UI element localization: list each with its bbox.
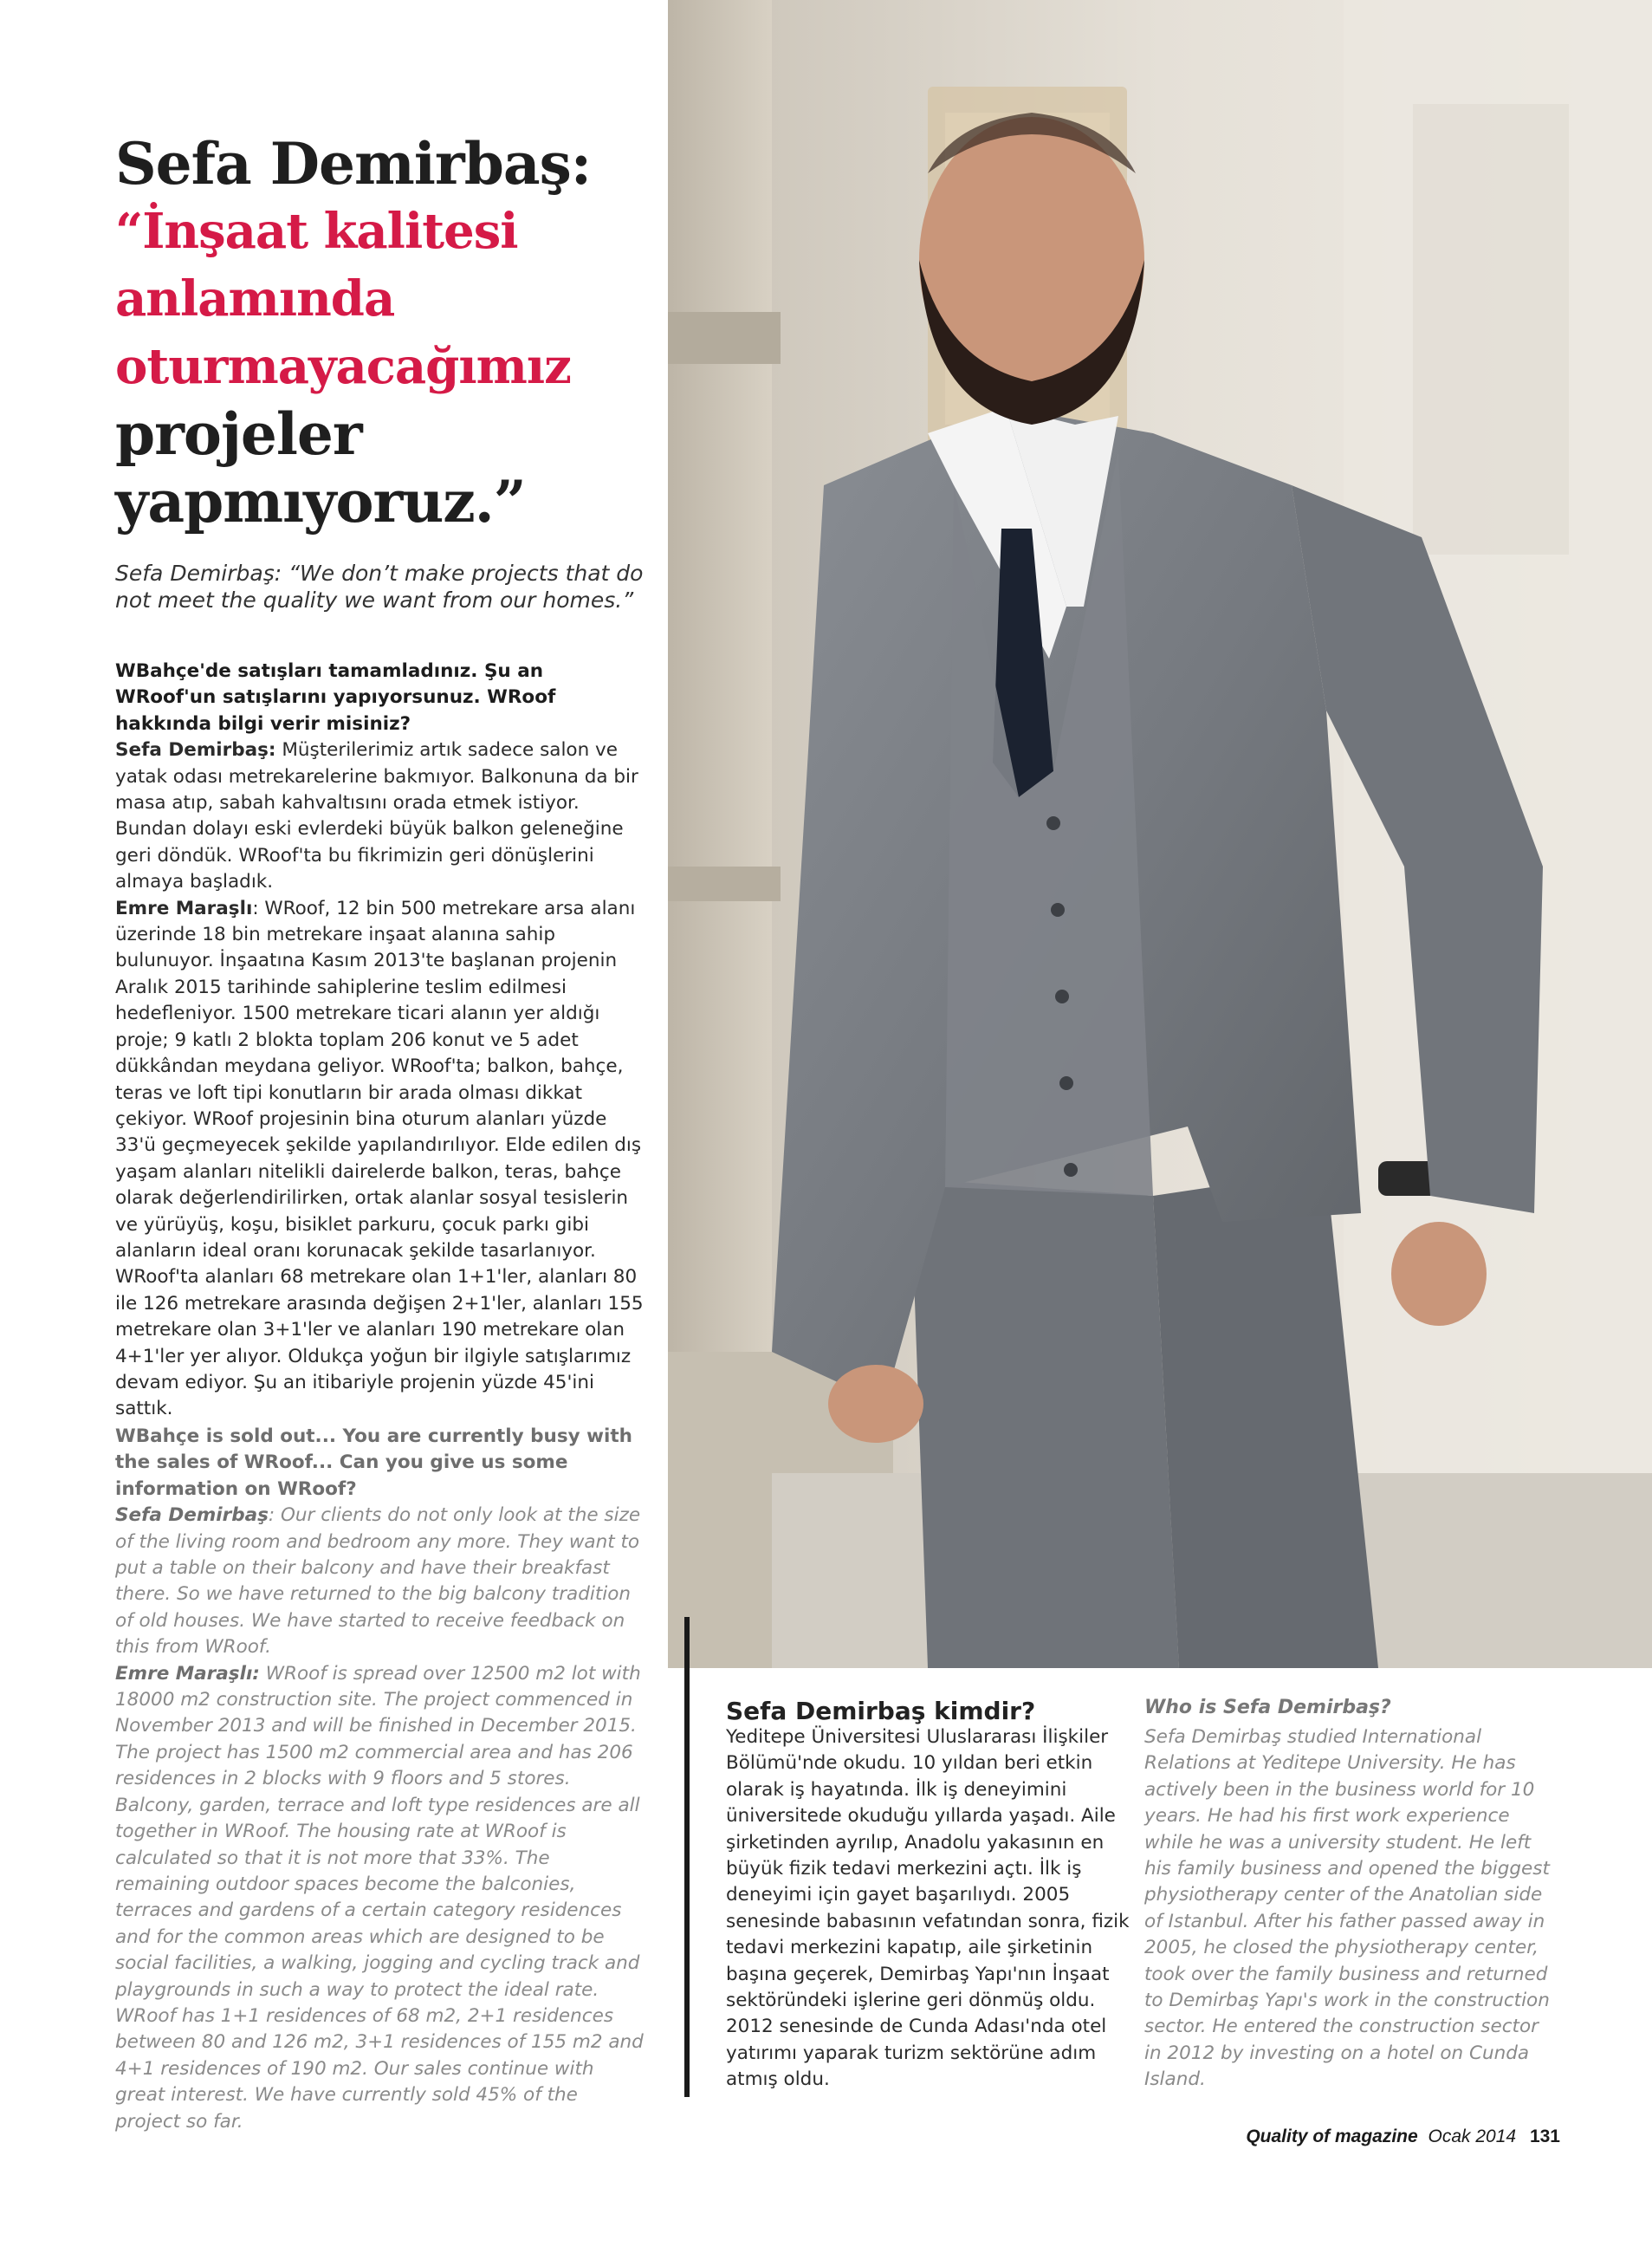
- speaker-label: Emre Maraşlı:: [115, 1662, 260, 1685]
- headline-name: Sefa Demirbaş:: [115, 130, 592, 198]
- answer-emre-english: [115, 1661, 648, 2135]
- headline-quote-line-4: projeler: [115, 400, 362, 468]
- answer-text: Müşterilerimiz artık sadece salon ve yatak odası metrekarelerine bakmıyor. Balkonuna da bir masa atıp, sabah kahvaltısını orada etmek istiyor. Bundan dolayı eski evlerdeki büyük balkon geleneğine geri döndük. WRoof'ta bu fikrimizin geri dönüşlerini almaya başladık.: [115, 739, 638, 893]
- headline-quote-line-2: anlamında: [115, 270, 395, 328]
- question-turkish: WBahçe'de satışları tamamladınız. Şu an WRoof'un satışlarını yapıyorsunuz. WRoof hakkında bilgi verir misiniz?: [115, 660, 556, 735]
- portrait-photo: [668, 0, 1652, 1668]
- question-english: WBahçe is sold out... You are currently busy with the sales of WRoof... Can you give us some information on WRoof?: [115, 1425, 632, 1500]
- speaker-label: Emre Maraşlı: [115, 897, 253, 919]
- answer-sefa-turkish: [115, 737, 648, 895]
- answer-text: : WRoof, 12 bin 500 metrekare arsa alanı üzerinde 18 bin metrekare inşaat alanına sahip bulunuyor. İnşaatına Kasım 2013'te başlanan projenin Aralık 2015 tarihinde sahiplerine teslim edilmesi hedefleniyor. 1500 metrekare ticari alanın yer aldığı proje; 9 katlı 2 blokta toplam 206 konut ve 5 adet dükkândan meydana geliyor. WRoof'ta; balkon, bahçe, teras ve loft tipi konutların bir arada olması dikkat çekiyor. WRoof projesinin bina oturum alanları yüzde 33'ü geçmeyecek şekilde yapılandırılıyor. Elde edilen dış yaşam alanları nitelikli dairelerde balkon, teras, bahçe olarak değerlendirilirken, ortak alanlar sosyal tesislerin ve yürüyüş, koşu, bisiklet parkuru, çocuk parkı gibi alanların ideal oranı korunacak şekilde tasarlanıyor. WRoof'ta alanları 68 metrekare olan 1+1'ler, alanları 80 ile 126 metrekare arasında değişen 2+1'ler, alanları 155 metrekare olan 3+1'ler ve alanları 190 metrekare olan 4+1'ler yer alıyor. Oldukça yoğun bir ilgiyle satışlarımız devam ediyor. Şu an itibariyle projenin yüzde 45'ini sattık.: [115, 897, 644, 1420]
- page-footer: [1246, 2126, 1560, 2147]
- issue-date: Ocak 2014: [1428, 2126, 1517, 2146]
- bio-title-turkish: Sefa Demirbaş kimdir?: [726, 1697, 1036, 1725]
- headline-quote-line-5: yapmıyoruz.”: [115, 468, 526, 536]
- bio-text-english: Sefa Demirbaş studied International Relations at Yeditepe University. He has actively been in the business world for 10 years. He had his first work experience while he was a university student. He left his family business and opened the biggest physiotherapy center of the Anatolian side of Istanbul. After his father passed away in 2005, he closed the physiotherapy center, took over the family business and returned to Demirbaş Yapı's work in the construction sector. He entered the construction sector in 2012 by investing on a hotel on Cunda Island.: [1144, 1726, 1550, 2091]
- page-number: 131: [1529, 2126, 1560, 2146]
- bio-title-english: Who is Sefa Demirbaş?: [1144, 1697, 1391, 1718]
- interview-english: [115, 1424, 648, 2135]
- headline: [115, 130, 652, 536]
- portrait-illustration: [668, 0, 1652, 1668]
- headline-quote-line-3: oturmayacağımız: [115, 338, 571, 395]
- bio-text-turkish: Yeditepe Üniversitesi Uluslararası İlişkiler Bölümü'nde okudu. 10 yıldan beri etkin olarak iş hayatında. İlk iş deneyimini üniversitede okuduğu yıllarda yaşadı. Aile şirketinden ayrılıp, Anadolu yakasının en büyük fizik tedavi merkezini açtı. İlk iş deneyimi için gayet başarılıydı. 2005 senesinde babasının vefatından sonra, fizik tedavi merkezini kapatıp, aile şirketinin başına geçerek, Demirbaş Yapı'nın İnşaat sektöründeki işlerine geri dönmüş oldu. 2012 senesinde de Cunda Adası'nda otel yatırımı yaparak turizm sektörüne adım atmış oldu.: [726, 1726, 1130, 2091]
- bio-divider-rule: [684, 1617, 690, 2097]
- interview-turkish: [115, 659, 648, 1423]
- english-subtitle: Sefa Demirbaş: “We don’t make projects that do not meet the quality we want from our homes.”: [115, 561, 644, 613]
- answer-text: WRoof is spread over 12500 m2 lot with 18000 m2 construction site. The project commenced in November 2013 and will be finished in December 2015. The project has 1500 m2 commercial area and has 206 residences in 2 blocks with 9 floors and 5 stores. Balcony, garden, terrace and loft type residences are all together in WRoof. The housing rate at WRoof is calculated so that it is not more that 33%. The remaining outdoor spaces become the balconies, terraces and gardens of a certain category residences and for the common areas which are designed to be social facilities, a walking, jogging and cycling track and playgrounds in such a way to protect the ideal rate. WRoof has 1+1 residences of 68 m2, 2+1 residences between 80 and 126 m2, 3+1 residences of 155 m2 and 4+1 residences of 190 m2. Our sales continue with great interest. We have currently sold 45% of the project so far.: [115, 1662, 644, 2133]
- speaker-label: Sefa Demirbaş: [115, 1504, 269, 1527]
- answer-emre-turkish: [115, 896, 648, 1423]
- speaker-label: Sefa Demirbaş:: [115, 739, 276, 762]
- answer-sefa-english: [115, 1503, 648, 1660]
- headline-quote-line-1: “İnşaat kalitesi: [115, 203, 518, 260]
- magazine-name: Quality of magazine: [1246, 2126, 1418, 2146]
- answer-text: : Our clients do not only look at the size of the living room and bedroom any more. They want to put a table on their balcony and have their breakfast there. So we have returned to the big balcony tradition of old houses. We have started to receive feedback on this from WRoof.: [115, 1504, 641, 1659]
